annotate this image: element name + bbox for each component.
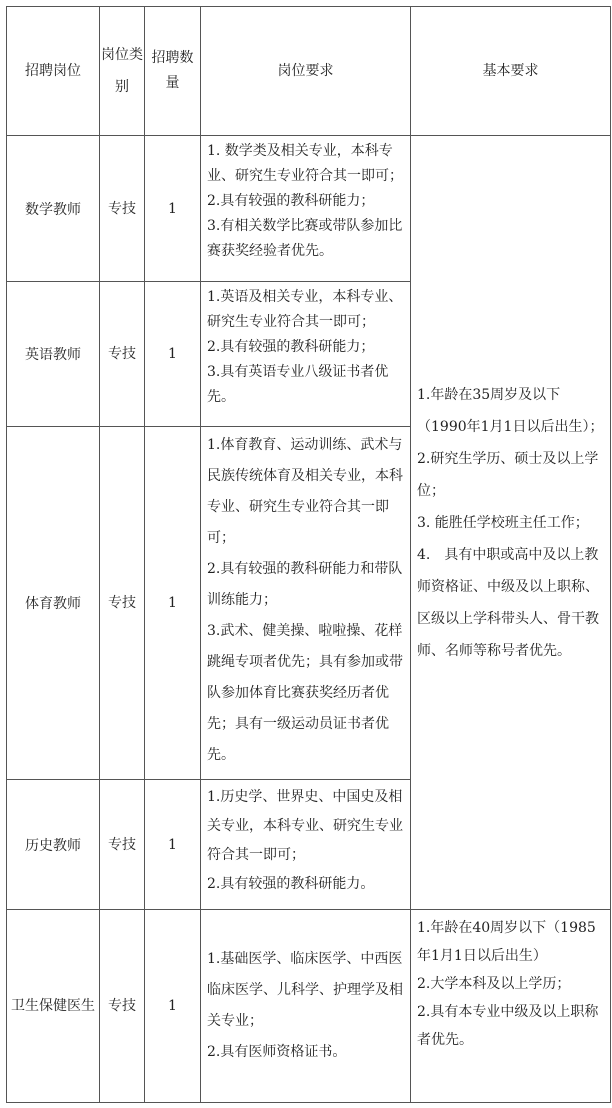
basic-item: 2.大学本科及以上学历；	[417, 976, 571, 992]
count-cell: 1	[145, 780, 201, 910]
basic-requirements-doctor	[411, 910, 611, 1103]
requirement-item: 1. 数学类及相关专业，本科专业、研究生专业符合其一即可；	[207, 143, 403, 184]
requirements-cell	[201, 136, 411, 282]
requirement-item: 2.具有较强的教科研能力。	[207, 876, 375, 892]
category-cell: 专技	[100, 780, 145, 910]
category-cell: 专技	[100, 282, 145, 427]
requirement-item: 3.具有英语专业八级证书者优先。	[207, 364, 389, 405]
basic-item: 3. 能胜任学校班主任工作；	[417, 514, 589, 531]
count-cell: 1	[145, 427, 201, 780]
position-cell: 体育教师	[7, 427, 100, 780]
requirement-item: 2.具有较强的教科研能力；	[207, 193, 375, 209]
position-cell: 卫生保健医生	[7, 910, 100, 1103]
requirements-cell	[201, 910, 411, 1103]
table-row	[7, 136, 611, 282]
requirement-item: 1.体育教育、运动训练、武术与民族传统体育及相关专业，本科专业、研究生专业符合其一即可；	[207, 437, 403, 546]
recruitment-table	[6, 6, 611, 1103]
requirement-item: 2.具有较强的教科研能力；	[207, 339, 375, 355]
position-cell: 英语教师	[7, 282, 100, 427]
requirements-cell	[201, 427, 411, 780]
category-cell: 专技	[100, 136, 145, 282]
basic-requirements-teachers	[411, 136, 611, 910]
header-requirements: 岗位要求	[201, 7, 411, 136]
count-cell: 1	[145, 910, 201, 1103]
count-cell: 1	[145, 136, 201, 282]
position-cell: 历史教师	[7, 780, 100, 910]
requirements-cell	[201, 282, 411, 427]
basic-item: 2.具有本专业中级及以上职称者优先。	[417, 1004, 599, 1048]
table-row	[7, 910, 611, 1103]
header-basic: 基本要求	[411, 7, 611, 136]
table-header-row	[7, 7, 611, 136]
basic-item: 1.年龄在40周岁以下（1985年1月1日以后出生）	[417, 920, 596, 964]
basic-item: 2.研究生学历、硕士及以上学位；	[417, 450, 599, 499]
header-count: 招聘数量	[145, 7, 201, 136]
position-cell: 数学教师	[7, 136, 100, 282]
requirement-item: 2.具有医师资格证书。	[207, 1044, 347, 1060]
category-cell: 专技	[100, 910, 145, 1103]
requirement-item: 1.英语及相关专业，本科专业、研究生专业符合其一即可；	[207, 289, 403, 330]
requirement-item: 3.武术、健美操、啦啦操、花样跳绳专项者优先；具有参加或带队参加体育比赛获奖经历者优先；具有一级运动员证书者优先。	[207, 623, 403, 763]
header-category: 岗位类别	[100, 7, 145, 136]
requirements-cell	[201, 780, 411, 910]
requirement-item: 1.历史学、世界史、中国史及相关专业，本科专业、研究生专业符合其一即可；	[207, 789, 403, 863]
requirement-item: 1.基础医学、临床医学、中西医临床医学、儿科学、护理学及相关专业；	[207, 951, 403, 1029]
requirement-item: 2.具有较强的教科研能力和带队训练能力；	[207, 561, 403, 608]
basic-item: 4. 具有中职或高中及以上教师资格证、中级及以上职称、区级以上学科带头人、骨干教师、名师等称号者优先。	[417, 546, 599, 659]
count-cell: 1	[145, 282, 201, 427]
requirement-item: 3.有相关数学比赛或带队参加比赛获奖经验者优先。	[207, 218, 403, 259]
header-position: 招聘岗位	[7, 7, 100, 136]
basic-item: 1.年龄在35周岁及以下（1990年1月1日以后出生）；	[417, 386, 604, 435]
category-cell: 专技	[100, 427, 145, 780]
